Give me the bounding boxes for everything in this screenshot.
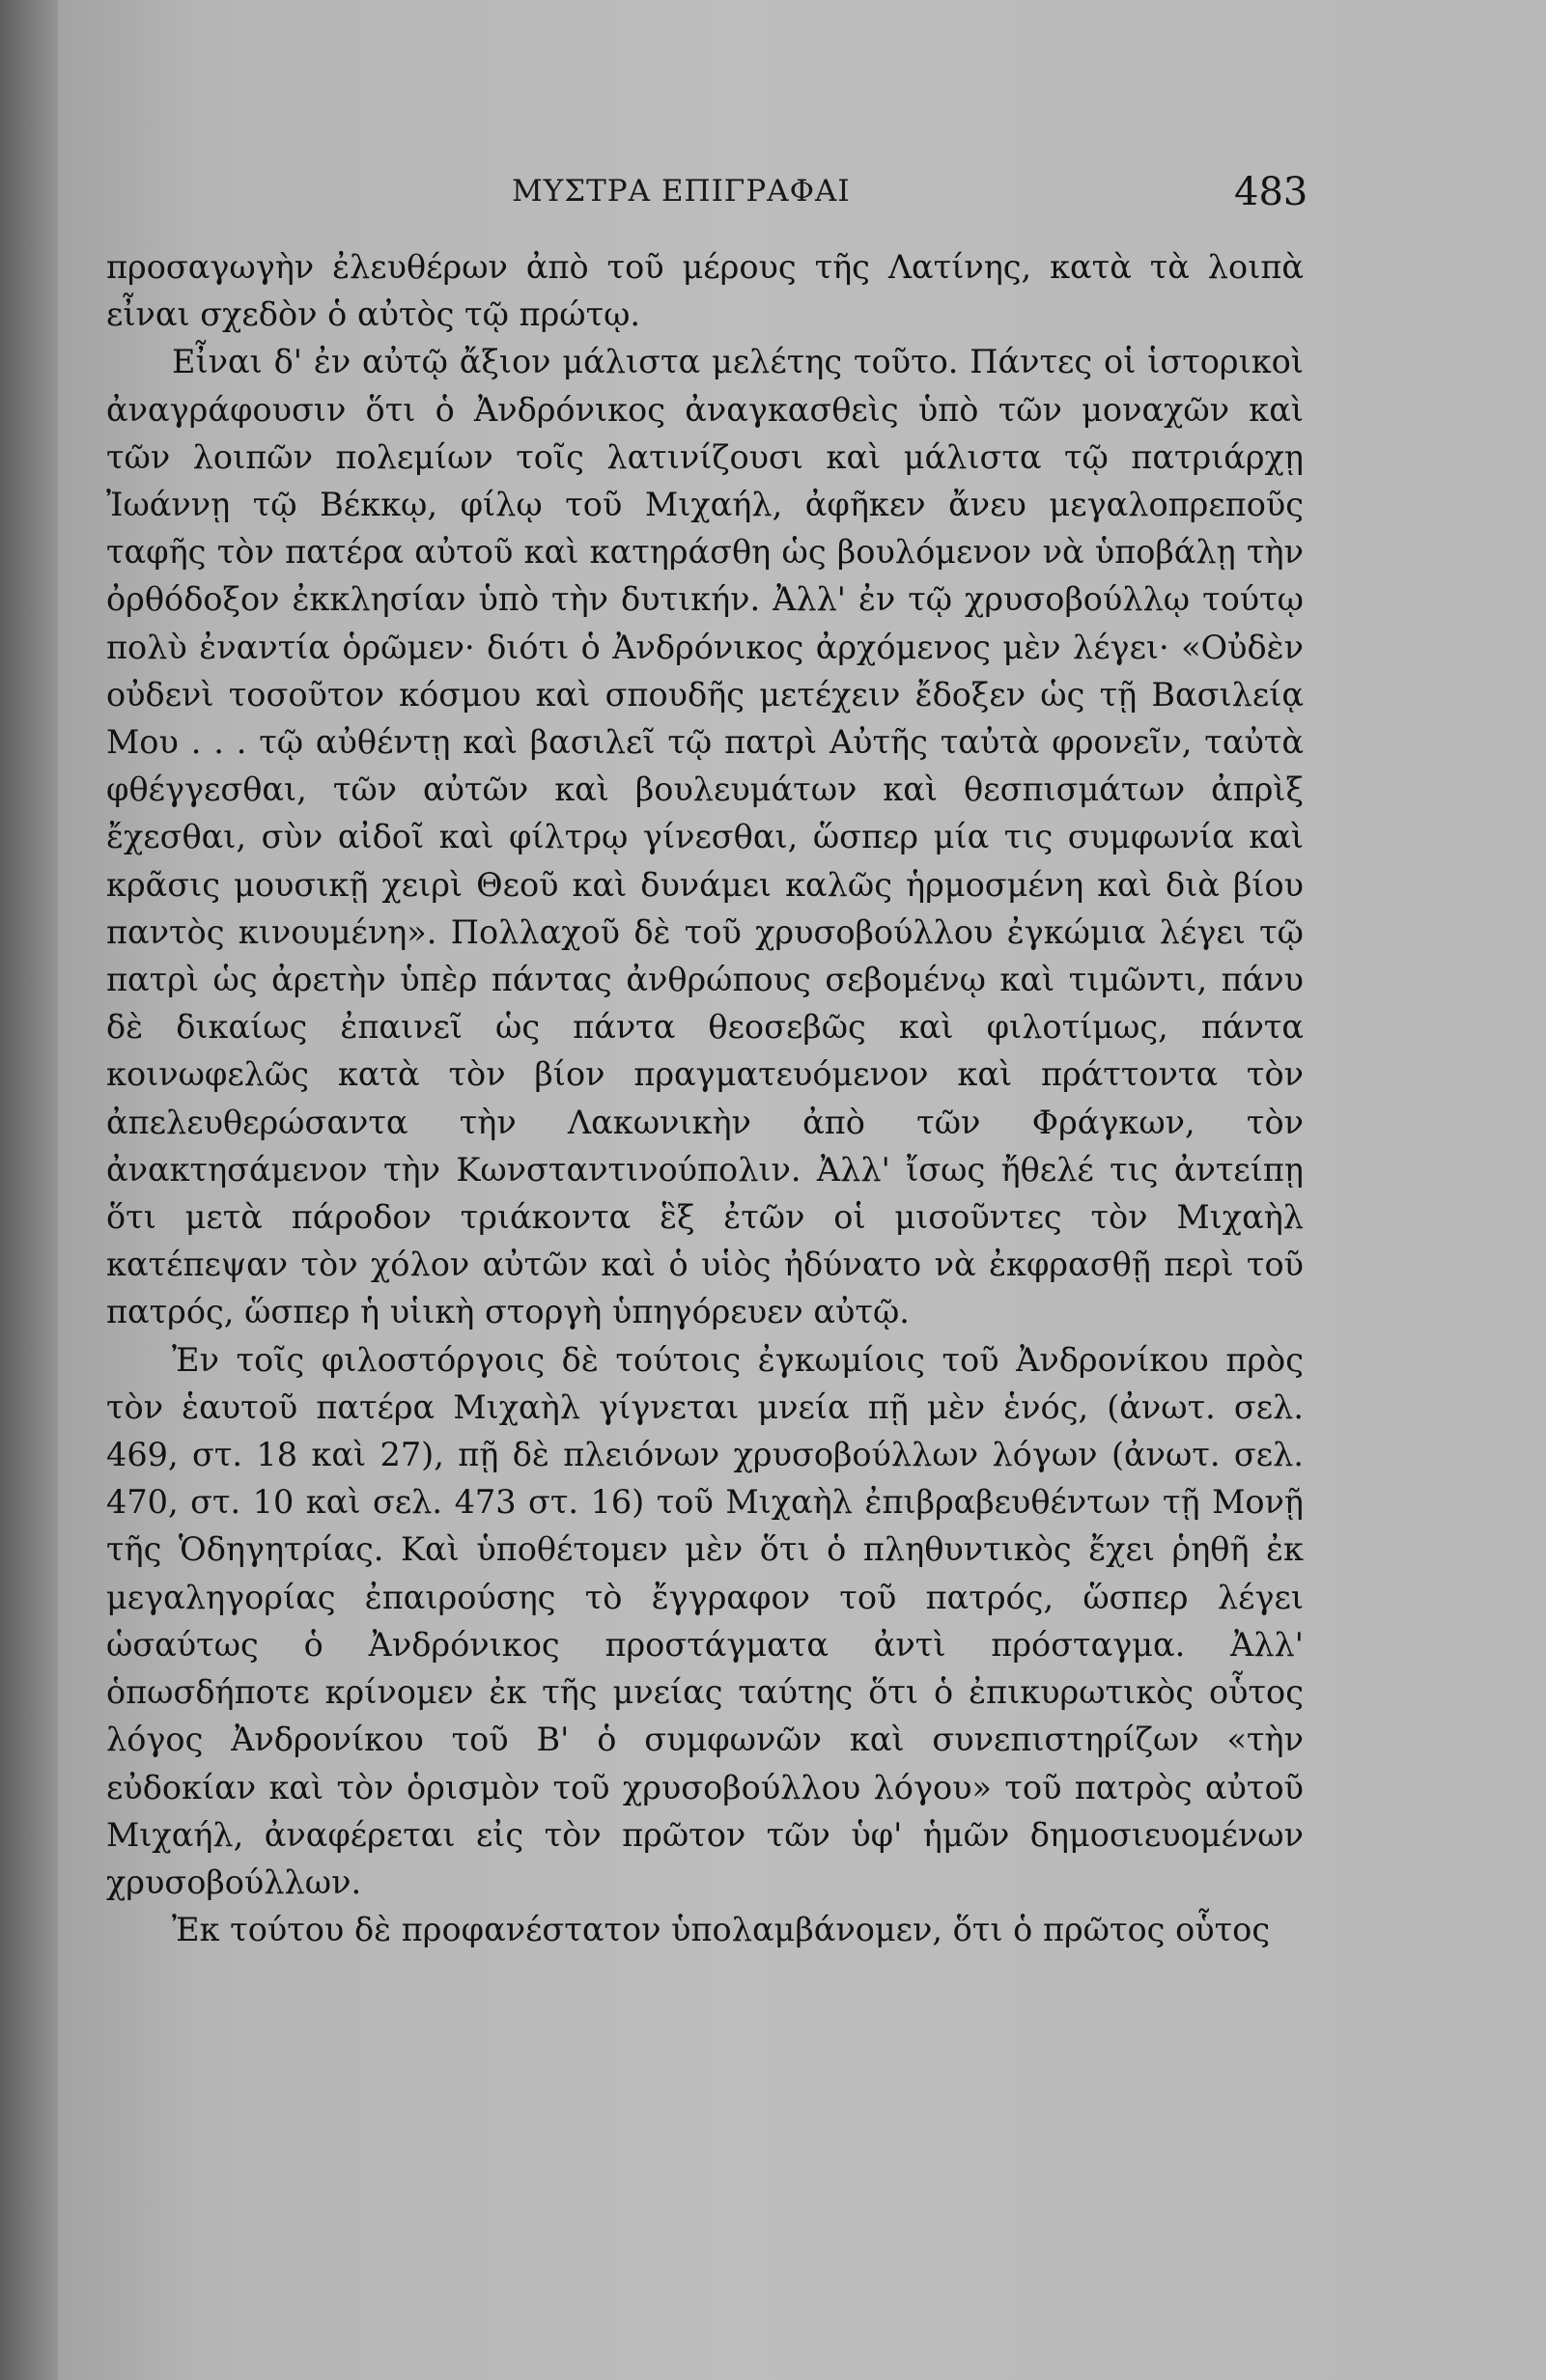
paragraph-encomia: Ἐν τοῖς φιλοστόργοις δὲ τούτοις ἐγκωμίοις τοῦ Ἀνδρονίκου πρὸς τὸν ἑαυτοῦ πατέρα Μιχαὴλ γίγνεται μνεία πῇ μὲν ἑνός, (ἀνωτ. σελ. 469, στ. 18 καὶ 27), πῇ δὲ πλειόνων χρυσοβούλλων λόγων (ἀνωτ. σελ. 470, στ. 10 καὶ σελ. 473 στ. 16) τοῦ Μιχαὴλ ἐπιβραβευθέντων τῇ Μονῇ τῆς Ὁδηγητρίας. Καὶ ὑποθέτομεν μὲν ὅτι ὁ πληθυντικὸς ἔχει ῥηθῆ ἐκ μεγαληγορίας ἐπαιρούσης τὸ ἔγγραφον τοῦ πατρός, ὥσπερ λέγει ὡσαύτως ὁ Ἀνδρόνικος προστάγματα ἀντὶ πρόσταγμα. Ἀλλ' ὁπωσδήποτε κρίνομεν ἐκ τῆς μνείας ταύτης ὅτι ὁ ἐπικυρωτικὸς οὗτος λόγος Ἀνδρονίκου τοῦ Β' ὁ συμφωνῶν καὶ συνεπιστηρίζων «τὴν εὐδοκίαν καὶ τὸν ὁρισμὸν τοῦ χρυσοβούλλου λόγου» τοῦ πατρὸς αὐτοῦ Μιχαήλ, ἀναφέρεται εἰς τὸν πρῶτον τῶν ὑφ' ἡμῶν δημοσιευομένων χρυσοβούλλων. <box>106 1340 1304 1901</box>
page-number: 483 <box>1234 170 1308 214</box>
body-text <box>106 243 1304 1953</box>
running-title: ΜΥΣΤΡΑ ΕΠΙΓΡΑΦΑΙ <box>512 174 851 209</box>
page-header <box>58 170 1546 232</box>
paragraph-continuation: προσαγωγὴν ἐλευθέρων ἀπὸ τοῦ μέρους τῆς Λατίνης, κατὰ τὰ λοιπὰ εἶναι σχεδὸν ὁ αὐτὸς τῷ πρώτῳ. <box>106 248 1304 334</box>
paragraph-xrysovoullo: Εἶναι δ' ἐν αὐτῷ ἄξιον μάλιστα μελέτης τοῦτο. Πάντες οἱ ἱστορικοὶ ἀναγράφουσιν ὅτι ὁ Ἀνδρόνικος ἀναγκασθεὶς ὑπὸ τῶν μοναχῶν καὶ τῶν λοιπῶν πολεμίων τοῖς λατινίζουσι καὶ μάλιστα τῷ πατριάρχῃ Ἰωάννῃ τῷ Βέκκῳ, φίλῳ τοῦ Μιχαήλ, ἀφῆκεν ἄνευ μεγαλοπρεποῦς ταφῆς τὸν πατέρα αὐτοῦ καὶ κατηράσθη ὡς βουλόμενον νὰ ὑποβάλῃ τὴν ὀρθόδοξον ἐκκλησίαν ὑπὸ τὴν δυτικήν. Ἀλλ' ἐν τῷ χρυσοβούλλῳ τούτῳ πολὺ ἐναντία ὁρῶμεν· διότι ὁ Ἀνδρόνικος ἀρχόμενος μὲν λέγει· «Οὐδὲν οὐδενὶ τοσοῦτον κόσμου καὶ σπουδῆς μετέχειν ἔδοξεν ὡς τῇ Βασιλείᾳ Μου . . . τῷ αὐθέντῃ καὶ βασιλεῖ τῷ πατρὶ Αὐτῆς ταὐτὰ φρονεῖν, ταὐτὰ φθέγγεσθαι, τῶν αὐτῶν καὶ βουλευμάτων καὶ θεσπισμάτων ἀπρὶξ ἔχεσθαι, σὺν αἰδοῖ καὶ φίλτρῳ γίνεσθαι, ὥσπερ μία τις συμφωνία καὶ κρᾶσις μουσικῇ χειρὶ Θεοῦ καὶ δυνάμει καλῶς ἡρμοσμένη καὶ διὰ βίου παντὸς κινουμένη». Πολλαχοῦ δὲ τοῦ χρυσοβούλλου ἐγκώμια λέγει τῷ πατρὶ ὡς ἀρετὴν ὑπὲρ πάντας ἀνθρώπους σεβομένῳ καὶ τιμῶντι, πάνυ δὲ δικαίως ἐπαινεῖ ὡς πάντα θεοσεβῶς καὶ φιλοτίμως, πάντα κοινωφελῶς κατὰ τὸν βίον πραγματευόμενον καὶ πράττοντα τὸν ἀπελευθερώσαντα τὴν Λακωνικὴν ἀπὸ τῶν Φράγκων, τὸν ἀνακτησάμενον τὴν Κωνσταντινούπολιν. Ἀλλ' ἴσως ἤθελέ τις ἀντείπῃ ὅτι μετὰ πάροδον τριάκοντα ἓξ ἐτῶν οἱ μισοῦντες τὸν Μιχαὴλ κατέπεψαν τὸν χόλον αὐτῶν καὶ ὁ υἱὸς ἠδύνατο νὰ ἐκφρασθῇ περὶ τοῦ πατρός, ὥσπερ ἡ υἱικὴ στοργὴ ὑπηγόρευεν αὐτῷ. <box>106 343 1304 1331</box>
paragraph-conclusion: Ἐκ τούτου δὲ προφανέστατον ὑπολαμβάνομεν, ὅτι ὁ πρῶτος οὗτος <box>172 1911 1271 1949</box>
book-page <box>58 0 1546 2380</box>
